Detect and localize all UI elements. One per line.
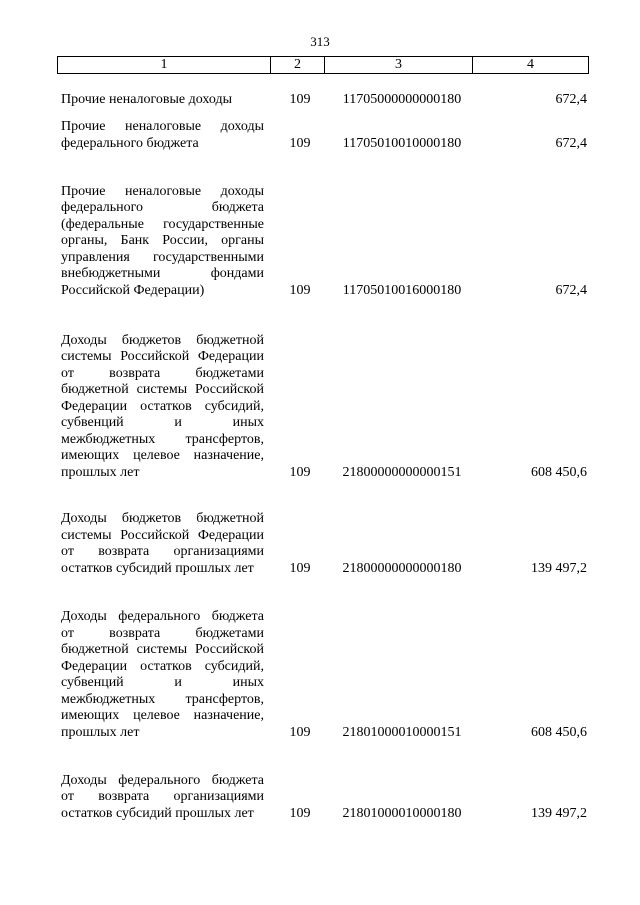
row-budget-code: 21800000000000180 [342, 560, 462, 576]
row-name: Прочие неналоговые доходы [61, 91, 233, 107]
row-admin-code: 109 [289, 282, 311, 298]
row-budget-code: 21801000010000151 [342, 724, 462, 740]
page-number: 313 [310, 34, 330, 49]
row-admin-code: 109 [289, 91, 311, 107]
row-amount: 672,4 [555, 282, 587, 298]
row-admin-code: 109 [289, 724, 311, 740]
row-amount: 672,4 [555, 135, 587, 151]
row-amount: 608 450,6 [531, 464, 587, 480]
row-amount: 139 497,2 [531, 805, 587, 821]
row-budget-code: 11705010010000180 [342, 135, 462, 151]
row-amount: 608 450,6 [531, 724, 587, 740]
row-budget-code: 11705000000000180 [342, 91, 462, 107]
row-name: Доходы бюджетов бюджетной системы Российской Федерации от возврата организациями остатков субсидий прошлых лет [61, 511, 264, 576]
row-budget-code: 11705010016000180 [342, 282, 462, 298]
row-name: Доходы бюджетов бюджетной системы Российской Федерации от возврата бюджетами бюджетной системы Российской Федерации остатков субсидий, субвенций и иных межбюджетных трансфертов, имеющих целевое назначение, прошлых лет [61, 332, 264, 480]
row-name: Прочие неналоговые доходы федерального бюджета [61, 119, 264, 151]
row-amount: 139 497,2 [531, 560, 587, 576]
row-budget-code: 21800000000000151 [342, 464, 462, 480]
column-header-2: 2 [271, 57, 325, 74]
column-header-1: 1 [58, 57, 271, 74]
column-header-4: 4 [473, 57, 589, 74]
row-name: Прочие неналоговые доходы федерального бюджета (федеральные государственные органы, Банк России, органы управления государственными внебюджетными фондами Российской Федерации) [61, 183, 264, 298]
row-admin-code: 109 [289, 805, 311, 821]
row-admin-code: 109 [289, 135, 311, 151]
row-admin-code: 109 [289, 464, 311, 480]
row-name: Доходы федерального бюджета от возврата организациями остатков субсидий прошлых лет [61, 772, 264, 821]
row-budget-code: 21801000010000180 [342, 805, 462, 821]
column-header-3: 3 [325, 57, 473, 74]
row-name: Доходы федерального бюджета от возврата бюджетами бюджетной системы Российской Федерации остатков субсидий, субвенций и иных межбюджетных трансфертов, имеющих целевое назначение, прошлых лет [61, 609, 264, 740]
row-amount: 672,4 [555, 91, 587, 107]
row-admin-code: 109 [289, 560, 311, 576]
